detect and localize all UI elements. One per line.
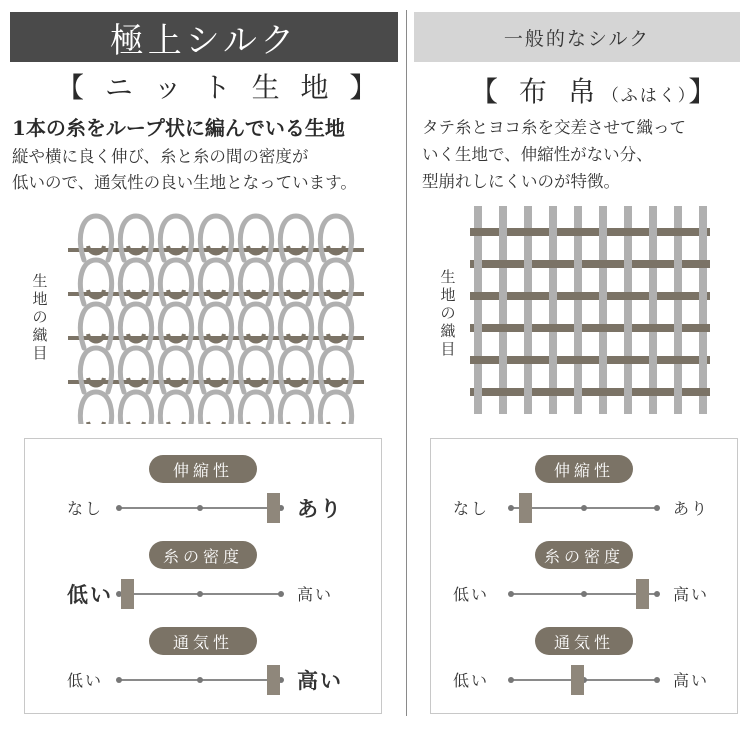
knit-description-line-1: 縦や横に良く伸び、糸と糸の間の密度が <box>12 147 309 166</box>
vlabel-char: 地 <box>32 290 48 308</box>
metric-tick-dot <box>654 591 660 597</box>
regular-silk-header <box>414 12 740 62</box>
metric-low-label: 低い <box>67 582 113 607</box>
weave-crossing <box>524 292 532 300</box>
knit-loop <box>200 392 231 424</box>
metric-title-pill: 伸縮性 <box>149 455 257 483</box>
metric-tick-dot <box>278 591 284 597</box>
knit-weave-illustration <box>64 204 374 424</box>
woven-description-line-3: 型崩れしにくいのが特徴。 <box>422 172 620 191</box>
weave-crossing <box>624 228 632 236</box>
woven-subtitle-main: 【 布 帛 <box>470 75 602 108</box>
metric-low-label: なし <box>67 499 104 518</box>
weave-crossing <box>599 388 607 396</box>
metric-high-label: 高い <box>673 585 710 604</box>
metric-level-marker <box>519 493 532 523</box>
warp-thread <box>674 206 682 414</box>
premium-silk-header <box>10 12 398 62</box>
knit-weave-vertical-label <box>32 272 48 362</box>
metric-title-pill: 糸の密度 <box>149 541 257 569</box>
weave-crossing <box>649 388 657 396</box>
metric-low-label: 低い <box>453 585 490 604</box>
weave-crossing <box>574 228 582 236</box>
knit-loop <box>240 392 271 424</box>
warp-thread <box>549 206 557 414</box>
column-divider <box>406 10 407 716</box>
vlabel-char: 目 <box>440 340 456 358</box>
warp-thread <box>624 206 632 414</box>
weave-crossing <box>474 292 482 300</box>
weave-crossing <box>499 324 507 332</box>
warp-thread <box>524 206 532 414</box>
warp-thread <box>574 206 582 414</box>
metric-level-marker <box>571 665 584 695</box>
knit-loop <box>120 392 151 424</box>
knit-loop-inner <box>328 422 344 424</box>
metric-high-label: 高い <box>297 585 334 604</box>
metric-level-marker <box>267 665 280 695</box>
knit-loop-inner <box>248 422 264 424</box>
vlabel-char: 地 <box>440 286 456 304</box>
vlabel-char: 織 <box>440 322 456 340</box>
weave-crossing <box>674 228 682 236</box>
metric-low-label: 低い <box>453 671 490 690</box>
metric-title-pill: 通気性 <box>149 627 257 655</box>
weave-crossing <box>474 356 482 364</box>
weave-crossing <box>699 260 707 268</box>
metric-high-label: あり <box>673 499 710 518</box>
warp-thread <box>649 206 657 414</box>
knit-description-line-2: 低いので、通気性の良い生地となっています。 <box>12 173 357 192</box>
metric-tick-dot <box>654 505 660 511</box>
knit-loop-inner <box>168 422 184 424</box>
premium-silk-title: 極上シルク <box>109 20 299 61</box>
metric-tick-dot <box>654 677 660 683</box>
metric-title-pill: 伸縮性 <box>535 455 633 483</box>
weave-crossing <box>674 356 682 364</box>
metric-title-pill: 通気性 <box>535 627 633 655</box>
weave-crossing <box>624 292 632 300</box>
warp-thread <box>474 206 482 414</box>
metric-tick-dot <box>508 677 514 683</box>
metric-tick-dot <box>197 505 203 511</box>
metric-tick-dot <box>581 591 587 597</box>
knit-loop-inner <box>88 422 104 424</box>
woven-weave-illustration <box>466 206 714 414</box>
metric-tick-dot <box>116 677 122 683</box>
woven-description-line-1: タテ糸とヨコ糸を交差させて織って <box>422 118 686 137</box>
metric-high-label: 高い <box>297 668 343 693</box>
metric-level-marker <box>636 579 649 609</box>
weave-crossing <box>699 324 707 332</box>
metric-title-pill: 糸の密度 <box>535 541 633 569</box>
weave-crossing <box>699 388 707 396</box>
weave-crossing <box>499 260 507 268</box>
weave-crossing <box>624 356 632 364</box>
woven-metrics-panel <box>430 438 738 714</box>
weave-crossing <box>574 292 582 300</box>
vlabel-char: 生 <box>32 272 48 290</box>
metric-tick-dot <box>197 591 203 597</box>
metric-tick-dot <box>581 505 587 511</box>
metric-level-marker <box>267 493 280 523</box>
vlabel-char: 目 <box>32 344 48 362</box>
weave-crossing <box>549 324 557 332</box>
metric-low-label: なし <box>453 499 490 518</box>
metric-low-label: 低い <box>67 671 104 690</box>
knit-loop <box>320 392 351 424</box>
knit-loop-inner <box>288 422 304 424</box>
weave-crossing <box>649 260 657 268</box>
vlabel-char: の <box>440 304 456 322</box>
metric-level-marker <box>121 579 134 609</box>
warp-thread <box>699 206 707 414</box>
metric-tick-dot <box>197 677 203 683</box>
vlabel-char: 織 <box>32 326 48 344</box>
vlabel-char: 生 <box>440 268 456 286</box>
knit-lead-text: 1本の糸をループ状に編んでいる生地 <box>12 116 345 140</box>
weave-crossing <box>574 356 582 364</box>
weave-crossing <box>524 356 532 364</box>
weave-crossing <box>499 388 507 396</box>
woven-subtitle-reading: （ふはく） <box>601 86 689 106</box>
woven-fabric-subtitle <box>470 70 722 110</box>
weave-crossing <box>549 260 557 268</box>
weave-crossing <box>549 388 557 396</box>
woven-weave-vertical-label <box>440 268 456 358</box>
knit-metrics-panel <box>24 438 382 714</box>
metric-tick-dot <box>508 505 514 511</box>
metric-high-label: 高い <box>673 671 710 690</box>
weave-crossing <box>524 228 532 236</box>
woven-description <box>422 114 686 195</box>
knit-description <box>12 144 357 196</box>
knit-fabric-subtitle: 【 ニ ッ ト 生 地 】 <box>56 71 384 104</box>
knit-loop <box>80 392 111 424</box>
weave-crossing <box>474 228 482 236</box>
warp-thread <box>499 206 507 414</box>
vlabel-char: の <box>32 308 48 326</box>
metric-high-label: あり <box>297 496 343 521</box>
weave-crossing <box>649 324 657 332</box>
metric-tick-dot <box>508 591 514 597</box>
weave-crossing <box>599 260 607 268</box>
woven-description-line-2: いく生地で、伸縮性がない分、 <box>422 145 653 164</box>
knit-loop-inner <box>128 422 144 424</box>
weave-crossing <box>674 292 682 300</box>
metric-tick-dot <box>116 505 122 511</box>
knit-loop <box>280 392 311 424</box>
knit-loop-inner <box>208 422 224 424</box>
woven-subtitle-close: 】 <box>688 75 723 108</box>
regular-silk-title: 一般的なシルク <box>503 27 651 50</box>
knit-loop <box>160 392 191 424</box>
warp-thread <box>599 206 607 414</box>
weave-crossing <box>599 324 607 332</box>
